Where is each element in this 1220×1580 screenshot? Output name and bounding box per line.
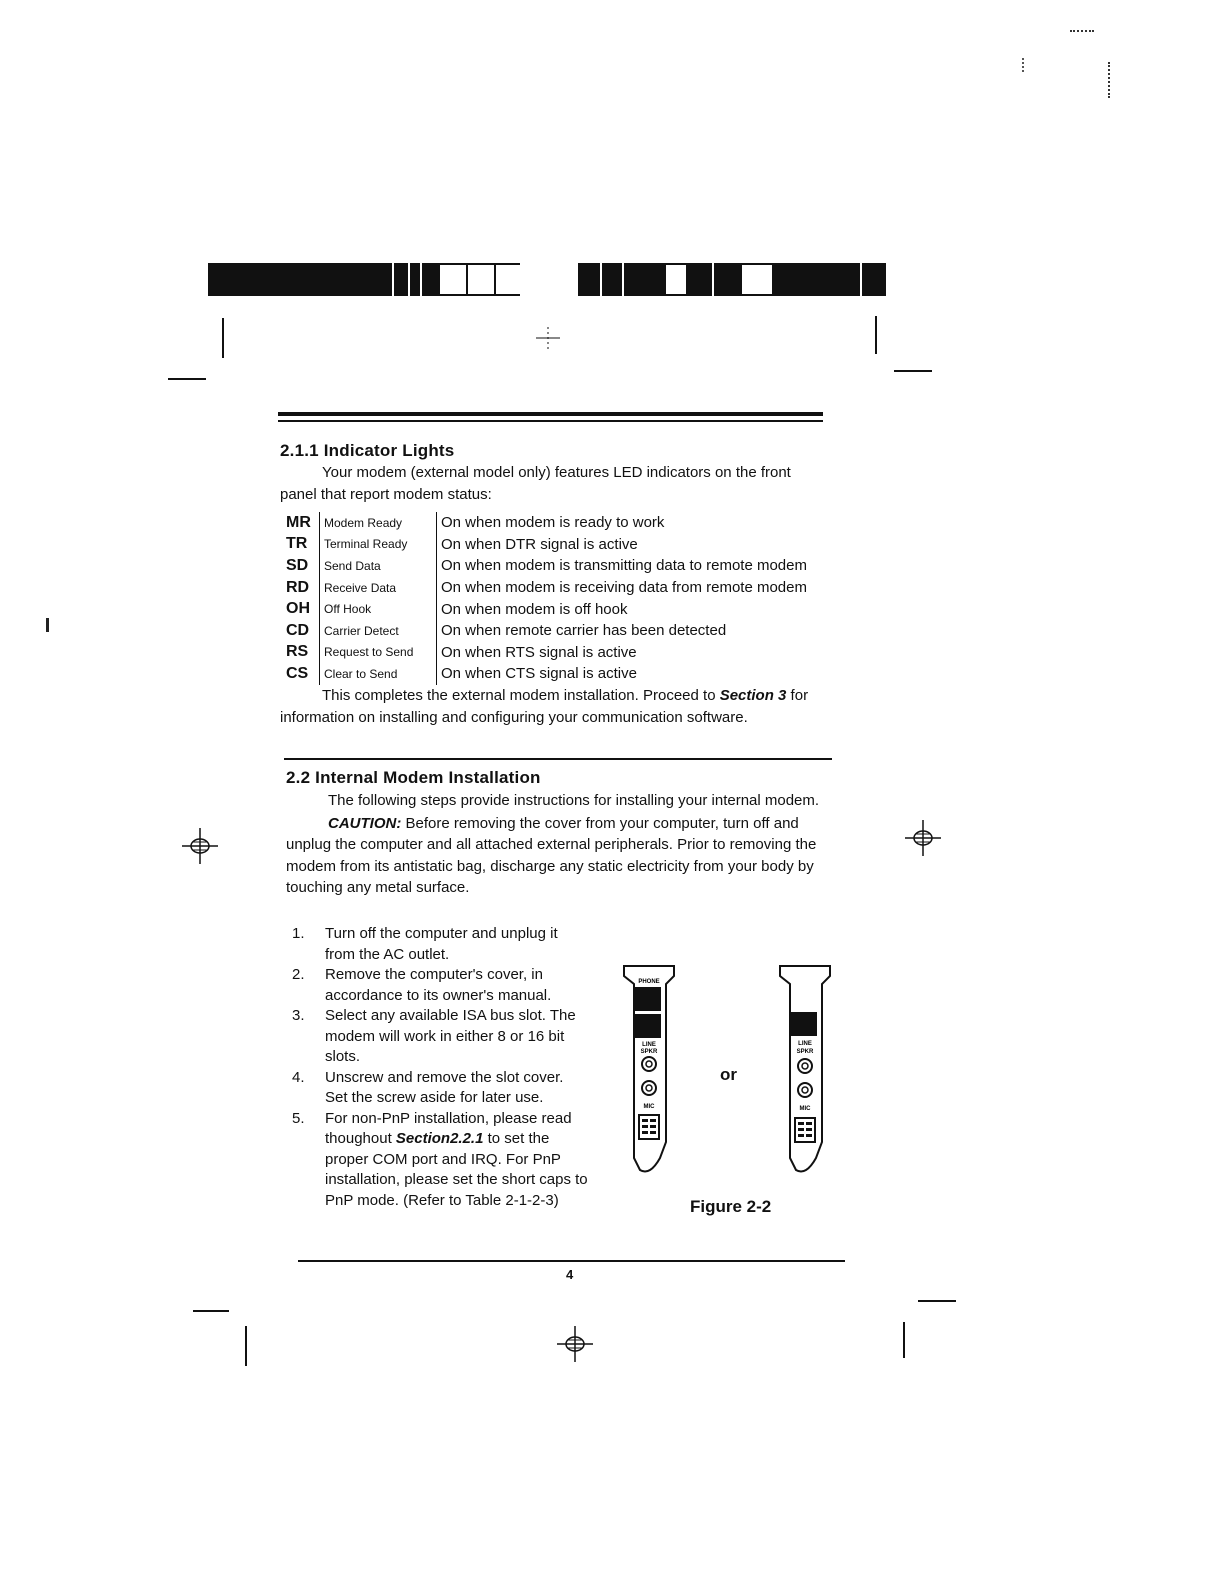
jack-label-mic: MIC <box>799 1106 811 1112</box>
table-row <box>286 620 807 642</box>
table-row <box>286 512 807 534</box>
step-number: 2. <box>292 966 305 983</box>
indicator-name: Clear to Send <box>320 663 437 685</box>
step-number: 5. <box>292 1109 305 1127</box>
indicator-abbr: SD <box>286 556 309 574</box>
indicator-abbr: OH <box>286 600 310 618</box>
indicator-abbr: MR <box>286 513 311 531</box>
line-jack-icon <box>791 1012 817 1036</box>
figure-or-label: or <box>720 1065 737 1084</box>
step-text: Turn off the computer and unplug it from the AC outlet. <box>325 925 558 963</box>
registration-bar-right <box>578 263 886 296</box>
jack-label-spkr: SPKR <box>796 1049 814 1055</box>
indicator-abbr: CD <box>286 621 310 639</box>
step-text: Select any available ISA bus slot. The modem will work in either 8 or 16 bit slots. <box>325 1007 576 1065</box>
step-text: Unscrew and remove the slot cover. Set the screw aside for later use. <box>325 1068 564 1106</box>
indicator-name: Modem Ready <box>320 512 437 534</box>
jack-label-mic: MIC <box>643 1104 655 1110</box>
table-row <box>286 598 807 620</box>
step-number: 4. <box>292 1068 305 1086</box>
indicator-abbr: TR <box>286 535 308 553</box>
section-heading: 2.1.1 Indicator Lights <box>280 441 455 460</box>
footer-rule <box>298 1260 845 1262</box>
trim-mark <box>875 316 877 354</box>
completion-paragraph <box>280 685 832 728</box>
jack-label-line: LINE <box>642 1042 656 1048</box>
section-rule-thick <box>278 412 823 416</box>
step-number: 3. <box>292 1007 305 1024</box>
modem-card-right <box>776 962 836 1182</box>
trim-mark <box>222 318 224 358</box>
scan-speck <box>1070 30 1094 36</box>
list-item <box>288 1068 588 1109</box>
indicator-description: On when remote carrier has been detected <box>437 620 808 642</box>
table-row <box>286 534 807 556</box>
indicator-description: On when CTS signal is active <box>437 663 808 685</box>
registration-crosshair-icon <box>903 818 943 858</box>
trim-mark <box>245 1326 247 1366</box>
jack-label-phone: PHONE <box>638 979 660 985</box>
section-intro <box>280 462 828 505</box>
list-item <box>288 924 588 965</box>
step-text: Remove the computer's cover, in accordance to its owner's manual. <box>325 966 552 1004</box>
section-rule <box>284 758 832 760</box>
scan-speck <box>1108 62 1114 98</box>
center-cross-mark <box>534 325 562 351</box>
registration-crosshair-icon <box>180 826 220 866</box>
indicator-description: On when RTS signal is active <box>437 642 808 664</box>
jack-label-spkr: SPKR <box>640 1049 658 1055</box>
trim-mark <box>168 378 206 380</box>
trim-mark <box>894 370 932 372</box>
page-number: 4 <box>566 1267 574 1282</box>
table-row <box>286 555 807 577</box>
section-22-body <box>286 790 834 899</box>
indicator-name: Receive Data <box>320 577 437 599</box>
indicator-abbr: RD <box>286 578 310 596</box>
indicator-name: Carrier Detect <box>320 620 437 642</box>
modem-card-left <box>620 962 680 1182</box>
step-text: to set the proper COM port and IRQ. For PnP installation, please set the short caps to PnP mode. (Refer to Table 2-1-2-3) <box>325 1130 588 1209</box>
indicator-name: Request to Send <box>320 642 437 664</box>
section-reference: Section 3 <box>719 687 787 704</box>
figure-caption: Figure 2-2 <box>690 1197 772 1216</box>
scan-speck <box>1022 58 1027 72</box>
caution-label: CAUTION: <box>328 814 402 832</box>
completion-text: for information on installing and configuring your communication software. <box>280 687 809 726</box>
trim-mark <box>918 1300 956 1302</box>
intro-text: The following steps provide instructions for installing your internal modem. <box>328 792 820 809</box>
registration-crosshair-icon <box>555 1324 595 1364</box>
indicator-name: Send Data <box>320 555 437 577</box>
completion-text: This completes the external modem installation. Proceed to <box>322 687 720 704</box>
indicator-description: On when modem is receiving data from remote modem <box>437 577 808 599</box>
indicator-description: On when modem is transmitting data to remote modem <box>437 555 808 577</box>
scan-speck <box>46 618 49 632</box>
indicator-description: On when modem is off hook <box>437 598 808 620</box>
indicator-description: On when DTR signal is active <box>437 534 808 556</box>
registration-bar-left <box>208 263 520 296</box>
section-rule-thin <box>278 420 823 422</box>
phone-jack-icon <box>635 987 661 1011</box>
indicator-name: Terminal Ready <box>320 534 437 556</box>
list-item <box>288 1006 588 1068</box>
indicator-name: Off Hook <box>320 598 437 620</box>
step-text: For non-PnP installation, please read thoughout <box>325 1109 572 1147</box>
installation-steps <box>288 924 588 1211</box>
indicator-description: On when modem is ready to work <box>437 512 808 534</box>
section-reference: Section2.2.1 <box>395 1130 484 1147</box>
jack-label-line: LINE <box>798 1041 812 1047</box>
indicator-abbr: CS <box>286 664 309 682</box>
line-jack-icon <box>635 1014 661 1038</box>
step-number: 1. <box>292 925 305 942</box>
list-item <box>288 965 588 1006</box>
indicator-abbr: RS <box>286 643 309 661</box>
trim-mark <box>193 1310 229 1312</box>
table-row <box>286 663 807 685</box>
intro-text: Your modem (external model only) features LED indicators on the front panel that report modem status: <box>280 464 791 503</box>
list-item <box>288 1109 588 1212</box>
table-row <box>286 577 807 599</box>
section-heading: 2.2 Internal Modem Installation <box>286 768 541 787</box>
caution-text: Before removing the cover from your computer, turn off and unplug the computer and all attached external peripherals. Prior to removing the modem from its antistatic bag, discharge any static electricity from your body by touching any metal surface. <box>286 814 817 896</box>
table-row <box>286 642 807 664</box>
indicator-table <box>286 512 807 685</box>
trim-mark <box>903 1322 905 1358</box>
